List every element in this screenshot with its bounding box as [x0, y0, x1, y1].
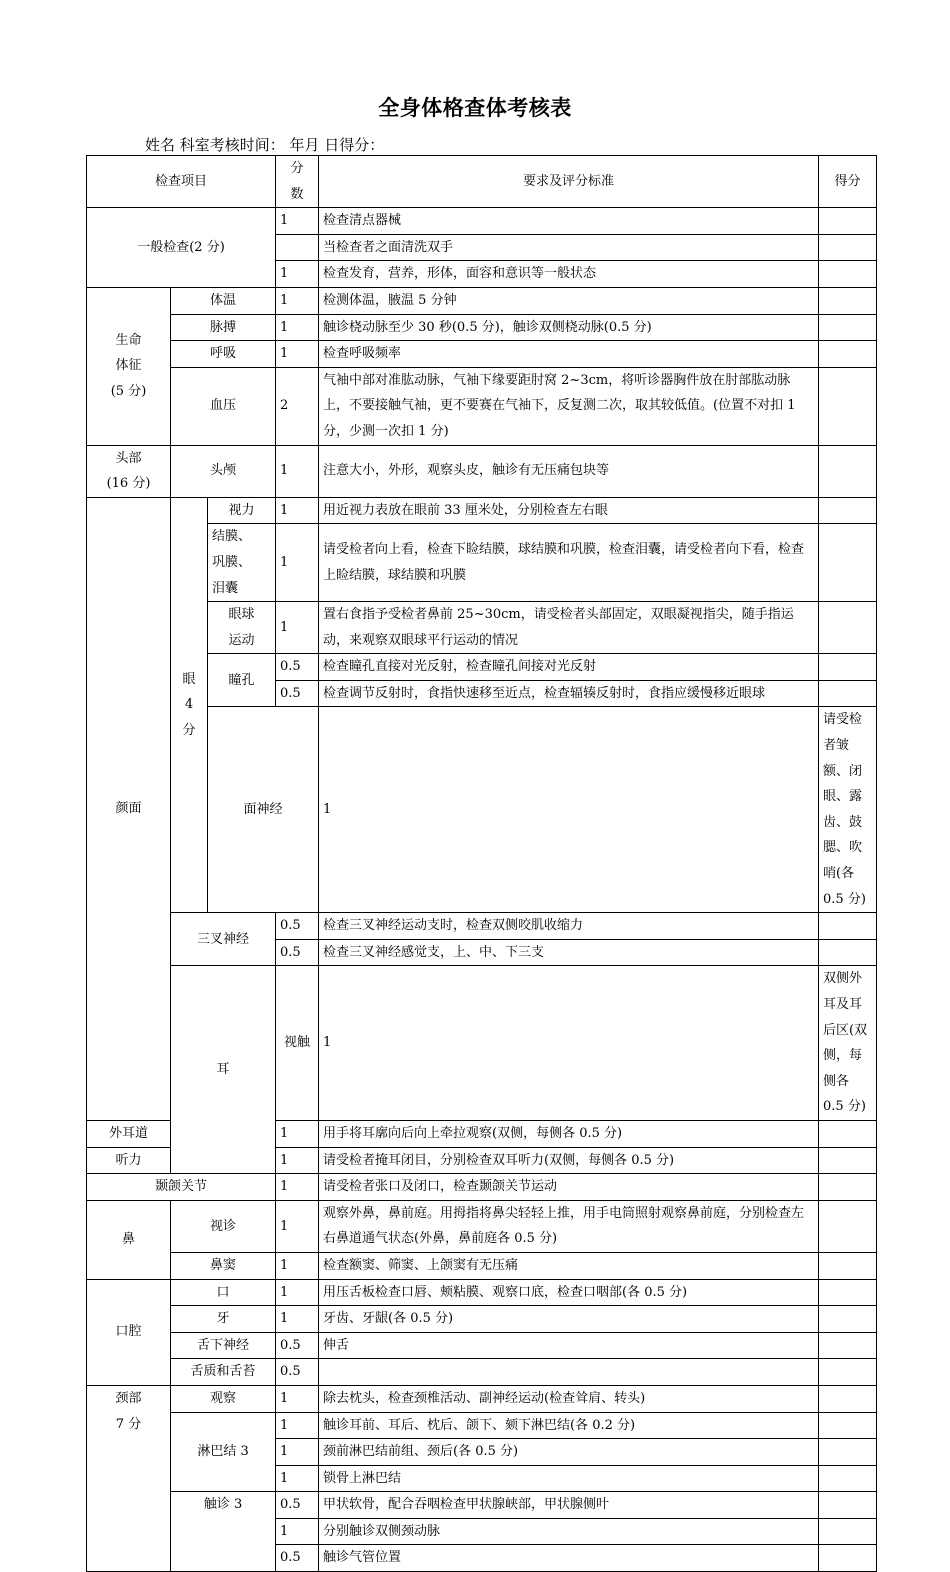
exam-table [86, 155, 877, 1572]
score-cell: 1 [319, 707, 819, 913]
item-temperature: 体温 [171, 287, 276, 314]
score-cell: 1 [276, 1200, 319, 1252]
subsection-eye-line3: 分 [182, 722, 196, 738]
table-row [87, 1385, 877, 1412]
item-conjunctiva-line3: 泪囊 [212, 580, 239, 596]
requirement-cell: 检查瞳孔直接对光反射，检查瞳孔间接对光反射 [319, 654, 819, 681]
section-nose: 鼻 [87, 1200, 171, 1279]
requirement-cell: 检查三叉神经感觉支，上、中、下三支 [319, 939, 819, 966]
item-teeth: 牙 [171, 1306, 276, 1333]
item-vision: 视力 [208, 497, 276, 524]
section-head-line1: 头部 [115, 450, 142, 466]
item-respiration: 呼吸 [171, 341, 276, 368]
score-cell: 1 [276, 1518, 319, 1545]
points-cell [819, 1332, 877, 1359]
points-cell [819, 680, 877, 707]
score-cell: 0.5 [276, 680, 319, 707]
section-vital-line3: (5 分) [110, 384, 147, 400]
table-row [87, 1279, 877, 1306]
section-head [87, 445, 171, 497]
requirement-cell: 分别触诊双侧颈动脉 [319, 1518, 819, 1545]
score-cell: 1 [276, 314, 319, 341]
section-neck-line1: 颈部 [115, 1390, 142, 1406]
points-cell [819, 314, 877, 341]
points-cell [819, 1385, 877, 1412]
item-mouth: 口 [171, 1279, 276, 1306]
section-general: 一般检查(2 分) [87, 208, 276, 288]
points-cell [819, 1518, 877, 1545]
points-cell [819, 602, 877, 654]
table-row [87, 497, 877, 524]
table-row [87, 1252, 877, 1279]
score-cell: 1 [276, 261, 319, 288]
points-cell [819, 367, 877, 445]
item-sinus: 鼻窦 [171, 1252, 276, 1279]
points-cell [819, 939, 877, 966]
item-palpation: 触诊 3 [171, 1492, 276, 1572]
requirement-cell: 注意大小，外形，观察头皮，触诊有无压痛包块等 [319, 445, 819, 497]
requirement-cell: 检测体温，腋温 5 分钟 [319, 287, 819, 314]
requirement-cell: 当检查者之面清洗双手 [319, 234, 819, 261]
header-score [276, 156, 319, 208]
section-ear: 耳 [171, 966, 276, 1174]
subsection-eye [171, 497, 208, 913]
item-eyeball-line2: 运动 [228, 632, 255, 648]
requirement-cell: 检查呼吸频率 [319, 341, 819, 368]
table-row [87, 913, 877, 940]
score-cell: 0.5 [276, 939, 319, 966]
score-cell: 1 [276, 524, 319, 602]
table-row [87, 1412, 877, 1439]
section-mouth: 口腔 [87, 1279, 171, 1385]
subsection-eye-line2: 4 [184, 697, 194, 713]
points-cell [819, 1279, 877, 1306]
table-row [87, 287, 877, 314]
item-external-canal: 外耳道 [87, 1120, 171, 1147]
item-eyeball-movement [208, 602, 276, 654]
table-row [87, 1200, 877, 1252]
score-cell: 1 [276, 445, 319, 497]
score-cell: 1 [276, 1412, 319, 1439]
requirement-cell: 牙齿、牙龈(各 0.5 分) [319, 1306, 819, 1333]
points-cell [819, 1412, 877, 1439]
item-ear-inspection: 视触 [276, 966, 319, 1121]
header-item: 检查项目 [87, 156, 276, 208]
requirement-cell [319, 1359, 819, 1386]
points-cell [819, 234, 877, 261]
points-cell [819, 1306, 877, 1333]
points-cell [819, 1252, 877, 1279]
table-row [87, 1306, 877, 1333]
points-cell [819, 497, 877, 524]
page-title: 全身体格查体考核表 [378, 95, 572, 120]
points-cell [819, 524, 877, 602]
table-row [87, 367, 877, 445]
section-vital-line1: 生命 [115, 332, 142, 348]
score-cell: 1 [276, 341, 319, 368]
points-cell [819, 1174, 877, 1201]
score-cell: 1 [276, 1385, 319, 1412]
item-hearing: 听力 [87, 1147, 171, 1174]
points-cell [819, 1439, 877, 1466]
requirement-cell: 双侧外耳及耳后区(双侧，每侧各 0.5 分) [819, 966, 877, 1121]
item-neck-observe: 观察 [171, 1385, 276, 1412]
requirement-cell: 观察外鼻，鼻前庭。用拇指将鼻尖轻轻上推，用手电筒照射观察鼻前庭，分别检查左右鼻道通气状态(外鼻，鼻前庭各 0.5 分) [319, 1200, 819, 1252]
points-cell [819, 1200, 877, 1252]
points-cell [819, 654, 877, 681]
table-row [87, 208, 877, 235]
requirement-cell: 甲状软骨，配合吞咽检查甲状腺峡部，甲状腺侧叶 [319, 1492, 819, 1519]
points-cell [819, 341, 877, 368]
points-cell [819, 1492, 877, 1519]
score-cell: 2 [276, 367, 319, 445]
requirement-cell: 除去枕头，检查颈椎活动、副神经运动(检查耸肩、转头) [319, 1385, 819, 1412]
item-nose-inspection: 视诊 [171, 1200, 276, 1252]
item-facial-nerve: 面神经 [208, 707, 319, 913]
requirement-cell: 请受检者向上看，检查下睑结膜，球结膜和巩膜，检查泪囊，请受检者向下看，检查上睑结膜，球结膜和巩膜 [319, 524, 819, 602]
table-row [87, 1359, 877, 1386]
score-cell: 1 [276, 497, 319, 524]
score-cell: 1 [276, 1120, 319, 1147]
header-requirement: 要求及评分标准 [319, 156, 819, 208]
requirement-cell: 锁骨上淋巴结 [319, 1465, 819, 1492]
item-blood-pressure: 血压 [171, 367, 276, 445]
table-header-row [87, 156, 877, 208]
score-cell: 1 [276, 1279, 319, 1306]
requirement-cell: 气袖中部对准肱动脉，气袖下缘要距肘窝 2~3cm，将听诊器胸件放在肘部肱动脉上，不要接触气袖，更不要赛在气袖下，反复测二次，取其较低值。(位置不对扣 1 分，少测一次扣 1 分) [319, 367, 819, 445]
item-conjunctiva [208, 524, 276, 602]
points-cell [819, 261, 877, 288]
section-vital-signs [87, 287, 171, 445]
form-subtitle: 姓名 科室考核时间： 年月 日得分： [145, 136, 385, 154]
requirement-cell: 检查三叉神经运动支时，检查双侧咬肌收缩力 [319, 913, 819, 940]
table-row [87, 445, 877, 497]
points-cell [819, 1359, 877, 1386]
points-cell [819, 1465, 877, 1492]
score-cell: 1 [276, 1174, 319, 1201]
section-face: 颜面 [87, 497, 171, 1120]
section-neck [87, 1385, 171, 1571]
item-eyeball-line1: 眼球 [228, 607, 255, 623]
score-cell: 0.5 [276, 654, 319, 681]
score-cell: 1 [276, 1439, 319, 1466]
score-cell: 0.5 [276, 1359, 319, 1386]
subsection-eye-line1: 眼 [182, 671, 196, 687]
header-score-line1: 分 [290, 161, 304, 176]
section-neck-line2: 7 分 [115, 1416, 142, 1432]
table-row [87, 966, 877, 1121]
header-points: 得分 [819, 156, 877, 208]
requirement-cell: 颈前淋巴结前组、颈后(各 0.5 分) [319, 1439, 819, 1466]
section-vital-line2: 体征 [115, 358, 142, 374]
requirement-cell: 用近视力表放在眼前 33 厘米处，分别检查左右眼 [319, 497, 819, 524]
score-cell: 0.5 [276, 1492, 319, 1519]
requirement-cell: 触诊耳前、耳后、枕后、颌下、颏下淋巴结(各 0.2 分) [319, 1412, 819, 1439]
item-tongue: 舌质和舌苔 [171, 1359, 276, 1386]
item-trigeminal-nerve: 三叉神经 [171, 913, 276, 966]
requirement-cell: 检查调节反射时，食指快速移至近点，检查辐辏反射时，食指应缓慢移近眼球 [319, 680, 819, 707]
score-cell: 1 [276, 1252, 319, 1279]
requirement-cell: 触诊桡动脉至少 30 秒(0.5 分)，触诊双侧桡动脉(0.5 分) [319, 314, 819, 341]
score-cell: 1 [276, 602, 319, 654]
points-cell [819, 208, 877, 235]
points-cell [819, 1545, 877, 1572]
score-cell: 1 [319, 966, 819, 1121]
requirement-cell: 伸舌 [319, 1332, 819, 1359]
table-row [87, 1332, 877, 1359]
points-cell [819, 913, 877, 940]
score-cell: 1 [276, 1306, 319, 1333]
table-row [87, 1492, 877, 1519]
section-tmj: 颞颌关节 [87, 1174, 276, 1201]
item-conjunctiva-line1: 结膜、 [212, 529, 252, 545]
item-skull: 头颅 [171, 445, 276, 497]
item-pulse: 脉搏 [171, 314, 276, 341]
requirement-cell: 用压舌板检查口唇、颊粘膜、观察口底，检查口咽部(各 0.5 分) [319, 1279, 819, 1306]
score-cell: 0.5 [276, 1332, 319, 1359]
header-score-line2: 数 [290, 186, 304, 202]
item-lymph-nodes: 淋巴结 3 [171, 1412, 276, 1492]
score-cell: 1 [276, 1465, 319, 1492]
requirement-cell: 触诊气管位置 [319, 1545, 819, 1572]
item-hypoglossal-nerve: 舌下神经 [171, 1332, 276, 1359]
item-conjunctiva-line2: 巩膜、 [212, 554, 252, 570]
points-cell [819, 1120, 877, 1147]
section-head-line2: (16 分) [106, 476, 151, 492]
requirement-cell: 检查清点器械 [319, 208, 819, 235]
requirement-cell: 检查发育，营养，形体，面容和意识等一般状态 [319, 261, 819, 288]
requirement-cell: 置右食指予受检者鼻前 25~30cm，请受检者头部固定，双眼凝视指尖，随手指运动，来观察双眼球平行运动的情况 [319, 602, 819, 654]
points-cell [819, 445, 877, 497]
item-pupil: 瞳孔 [208, 654, 276, 707]
requirement-cell: 检查额窦、筛窦、上颌窦有无压痛 [319, 1252, 819, 1279]
score-cell: 0.5 [276, 913, 319, 940]
requirement-cell: 请受检者张口及闭口，检查颞颌关节运动 [319, 1174, 819, 1201]
points-cell [819, 1147, 877, 1174]
score-cell [276, 234, 319, 261]
requirement-cell: 请受检者皱额、闭眼、露齿、鼓腮、吹哨(各 0.5 分) [819, 707, 877, 913]
table-row [87, 1174, 877, 1201]
score-cell: 1 [276, 287, 319, 314]
points-cell [819, 287, 877, 314]
score-cell: 1 [276, 1147, 319, 1174]
requirement-cell: 用手将耳廓向后向上牵拉观察(双侧，每侧各 0.5 分) [319, 1120, 819, 1147]
table-row [87, 341, 877, 368]
table-row [87, 314, 877, 341]
requirement-cell: 请受检者掩耳闭目，分别检查双耳听力(双侧，每侧各 0.5 分) [319, 1147, 819, 1174]
score-cell: 1 [276, 208, 319, 235]
score-cell: 0.5 [276, 1545, 319, 1572]
